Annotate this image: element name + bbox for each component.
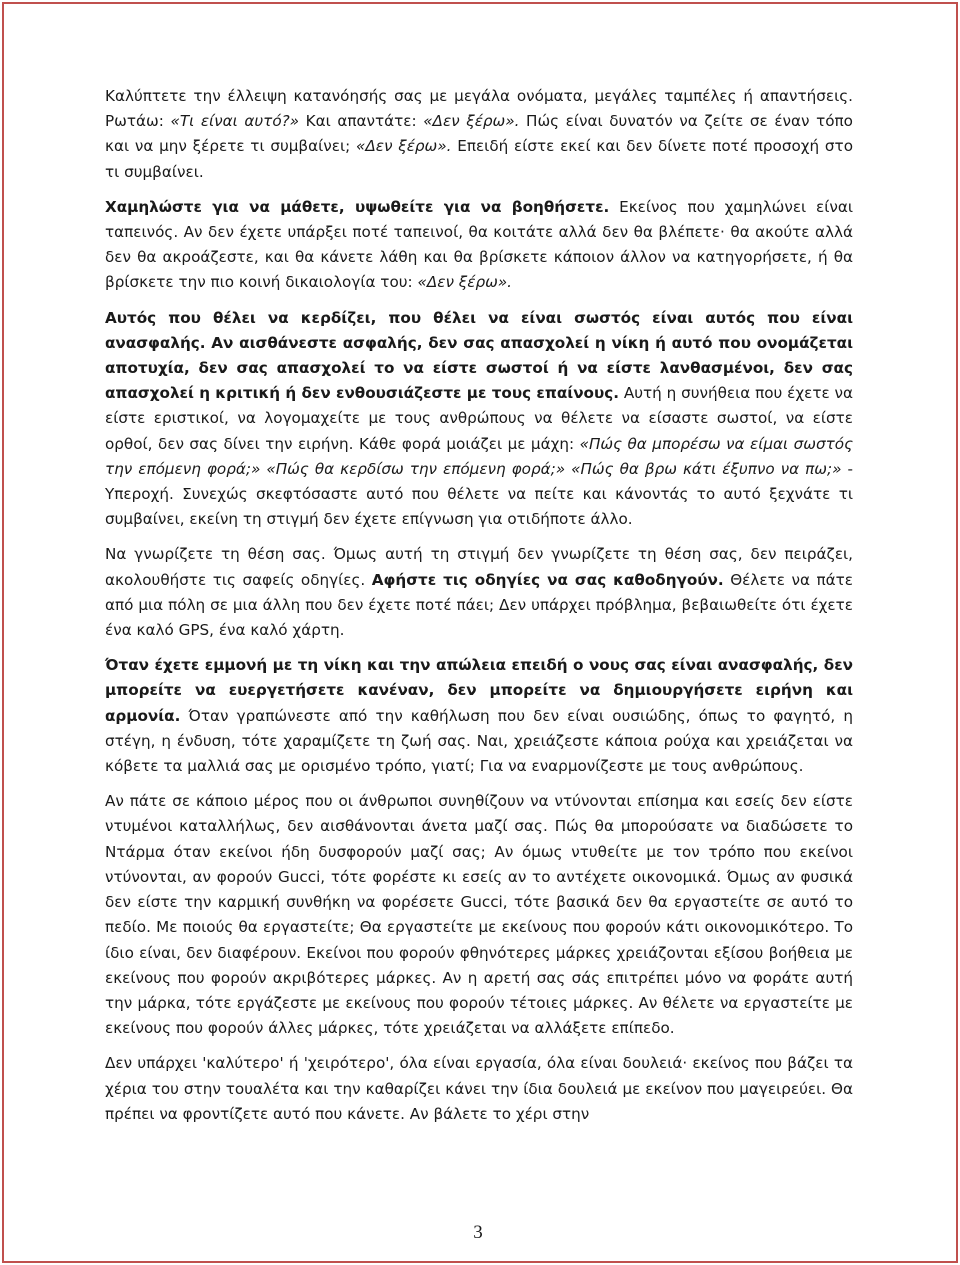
paragraph	[105, 306, 853, 533]
text-run-italic: «Δεν ξέρω».	[356, 137, 452, 156]
text-run: Πώς είναι δυνατόν να ζείτε σε έναν τόπο και να μην ξέρετε τι συμβαίνει;	[105, 112, 853, 156]
text-run: - Υπεροχή. Συνεχώς σκεφτόσαστε αυτό που θέλετε να πείτε και κάνοντάς το αυτό ξεχνάτε τι συμβαίνει, εκείνη τη στιγμή δεν έχετε επίγνωση για οτιδήποτε άλλο.	[105, 459, 853, 529]
paragraph	[105, 789, 853, 1041]
paragraph	[105, 653, 853, 779]
paragraph	[105, 84, 853, 185]
text-run-bold: Χαμηλώστε για να μάθετε, υψωθείτε για να βοηθήσετε.	[105, 197, 610, 216]
page-number: 3	[473, 1222, 483, 1243]
paragraph	[105, 1051, 853, 1127]
text-run-bold: Αυτός που θέλει να κερδίζει, που θέλει να είναι σωστός είναι αυτός που είναι ανασφαλής. Αν αισθάνεστε ασφαλής, δεν σας απασχολεί η νίκη ή αυτό που ονομάζεται αποτυχία, δεν σας απασχολεί το να είστε σωστοί ή να είστε λανθασμένοι, δεν σας απασχολεί η κριτική ή δεν ενθουσιάζεστε με τους επαίνους.	[105, 308, 853, 403]
text-run: Θέλετε να πάτε από μια πόλη σε μια άλλη που δεν έχετε ποτέ πάει; Δεν υπάρχει πρόβλημα, βεβαιωθείτε ότι έχετε ένα καλό GPS, ένα καλό χάρτη.	[105, 570, 854, 640]
text-run: Και απαντάτε:	[299, 112, 424, 131]
document-body	[105, 84, 853, 1127]
text-run-italic: «Πώς θα μπορέσω να είμαι σωστός την επόμενη φορά;» «Πώς θα κερδίσω την επόμενη φορά;» «Πώς θα βρω κάτι έξυπνο να πω;»	[105, 434, 853, 478]
text-run-italic: «Δεν ξέρω».	[417, 273, 513, 292]
text-run: Καλύπτετε την έλλειψη κατανόησής σας με μεγάλα ονόματα, μεγάλες ταμπέλες ή απαντήσεις. Ρωτάω:	[105, 87, 853, 131]
text-run: Επειδή είστε εκεί και δεν δίνετε ποτέ προσοχή στο τι συμβαίνει.	[105, 137, 853, 181]
text-run-bold: Όταν έχετε εμμονή με τη νίκη και την απώλεια επειδή ο νους σας είναι ανασφαλής, δεν μπορείτε να ευεργετήσετε κανέναν, δεν μπορείτε να δημιουργήσετε ειρήνη και αρμονία.	[105, 656, 853, 725]
paragraph	[105, 542, 853, 643]
text-run: Να γνωρίζετε τη θέση σας. Όμως αυτή τη στιγμή δεν γνωρίζετε τη θέση σας, δεν πειράζει, ακολουθήστε τις σαφείς οδηγίες.	[105, 545, 853, 589]
text-run: Αν πάτε σε κάποιο μέρος που οι άνθρωποι συνηθίζουν να ντύνονται επίσημα και εσείς δεν είστε ντυμένοι καταλλήλως, δεν αισθάνονται άνετα μαζί σας. Πώς θα μπορούσατε να διαδώσετε το Ντάρμα όταν εκείνοι ήδη δυσφορούν μαζί σας; Αν όμως ντυθείτε με τον τρόπο που εκείνοι ντύνονται, αν φορούν Gucci, τότε φορέστε κι εσείς αν το αντέχετε οικονομικά. Όμως αν φυσικά δεν είστε την καρμική συνθήκη να φορέσετε Gucci, τότε βασικά δεν θα εργαστείτε σε αυτό το πεδίο. Με ποιούς θα εργαστείτε; Θα εργαστείτε με εκείνους που φορούν κάτι οικονομικότερο. Το ίδιο είναι, δεν διαφέρουν. Εκείνοι που φορούν φθηνότερες μάρκες χρειάζονται εξίσου βοήθεια με εκείνους που φορούν ακριβότερες μάρκες. Αν η αρετή σας σάς επιτρέπει μόνο να φοράτε αυτή την μάρκα, τότε εργάζεστε με εκείνους που φορούν τέτοιες μάρκες. Αν θέλετε να εργαστείτε με εκείνους που φορούν άλλες μάρκες, τότε χρειάζεται να αλλάξετε επίπεδο.	[105, 792, 853, 1038]
text-run-bold: Αφήστε τις οδηγίες να σας καθοδηγούν.	[371, 570, 724, 589]
text-run: Δεν υπάρχει 'καλύτερο' ή 'χειρότερο', όλα είναι εργασία, όλα είναι δουλειά· εκείνος που βάζει τα χέρια του στην τουαλέτα και την καθαρίζει κάνει την ίδια δουλειά με εκείνον που μαγειρεύει. Θα πρέπει να φροντίζετε αυτό που κάνετε. Αν βάλετε το χέρι στην	[105, 1054, 853, 1123]
paragraph	[105, 195, 853, 296]
text-run: Αυτή η συνήθεια που έχετε να είστε εριστικοί, να λογομαχείτε με τους ανθρώπους να θέλετε να είσαστε σωστοί, να είστε ορθοί, δεν σας δίνει την ειρήνη. Κάθε φορά μοιάζει με μάχη:	[105, 384, 854, 453]
text-run-italic: «Δεν ξέρω».	[423, 112, 520, 131]
text-run-italic: «Τι είναι αυτό?»	[170, 112, 300, 131]
text-run: Όταν γραπώνεστε από την καθήλωση που δεν είναι ουσιώδης, όπως το φαγητό, η στέγη, η ένδυση, τότε χαραμίζετε τη ζωή σας. Ναι, χρειάζεστε κάποια ρούχα και χρειάζεται να κόβετε τα μαλλιά σας με ορισμένο τρόπο, γιατί; Για να εναρμονίζεστε με τους ανθρώπους.	[105, 706, 853, 776]
text-run: Εκείνος που χαμηλώνει είναι ταπεινός. Αν δεν έχετε υπάρξει ποτέ ταπεινοί, θα κοιτάτε αλλά δεν θα βλέπετε· θα ακούτε αλλά δεν θα ακροάζεστε, και θα κάνετε λάθη και θα βρίσκετε κάποιον άλλον να κατηγορήσετε, ή θα βρίσκετε την πιο κοινή δικαιολογία του:	[105, 197, 853, 292]
